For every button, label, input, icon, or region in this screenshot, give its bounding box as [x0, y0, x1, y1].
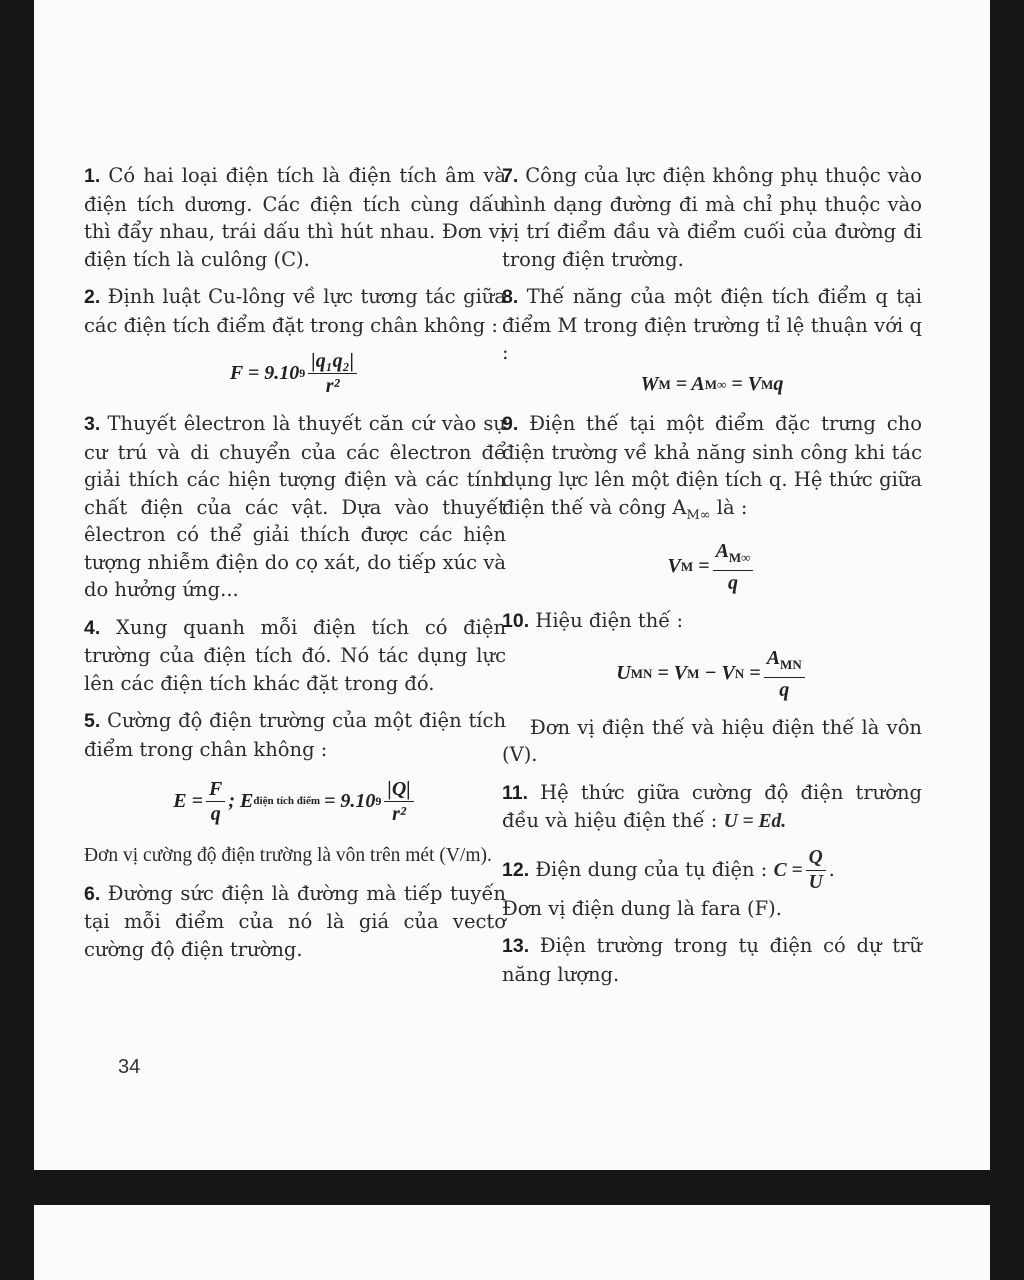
item-10-unit: Đơn vị điện thế và hiệu điện thế là vôn (V). [502, 715, 922, 766]
field-strength-formula: E = $\frac{F}{q}$ ; E điện tích điểm = 9.10 9 $\frac{|Q|}{\text{r²}}$ [84, 777, 506, 826]
item-7: 7. Công của lực điện không phụ thuộc vào hình dạng đường đi mà chỉ phụ thuộc vào vị trí điểm đầu và điểm cuối của đường đi trong điện trường. [502, 164, 922, 271]
right-column [502, 162, 922, 998]
item-2: 2. Định luật Cu-lông về lực tương tác giữa các điện tích điểm đặt trong chân không : [84, 285, 506, 337]
item-1: 1. Có hai loại điện tích là điện tích âm và điện tích dương. Các điện tích cùng dấu thì đẩy nhau, trái dấu thì hút nhau. Đơn vị điện tích là culông (C). [84, 164, 506, 271]
item-9: 9. Điện thế tại một điểm đặc trưng cho điện trường về khả năng sinh công khi tác dụng lực lên một điện tích q. Hệ thức giữa điện thế và công $A_{M\infty}$ là : [502, 412, 922, 523]
item-10: 10. Hiệu điện thế : [502, 609, 684, 632]
potential-formula: V M = $\frac{A_{M\infty}}{q}$ [502, 539, 922, 595]
item-6: 6. Đường sức điện là đường mà tiếp tuyến tại mỗi điểm của nó là giá của vectơ cường độ điện trường. [84, 881, 506, 961]
page-number: 34 [118, 1056, 141, 1078]
item-5: 5. Cường độ điện trường của một điện tích điểm trong chân không : [84, 709, 507, 761]
item-5-unit: Đơn vị cường độ điện trường là vôn trên mét (V/m). [84, 845, 492, 866]
next-page-edge [34, 1205, 990, 1280]
item-8: 8. Thế năng của một điện tích điểm q tại điểm M trong điện trường tỉ lệ thuận với q : [502, 285, 922, 364]
voltage-formula: U MN = V M − V N = $\frac{A_{MN}}{q}$ [502, 646, 922, 702]
item-12: 12. Điện dung của tụ điện : C = $\frac{Q}{U}$ . Đơn vị điện dung là fara (F). [502, 846, 835, 920]
item-11: 11. Hệ thức giữa cường độ điện trường đều và hiệu điện thế : U = Ed. [502, 780, 922, 832]
coulomb-formula: F = 9.10 9 $\frac{\text{|q₁q₂|}}{\text{r²}}$ [84, 349, 506, 398]
left-column [84, 162, 506, 973]
item-3: 3. Thuyết êlectron là thuyết căn cứ vào sự cư trú và di chuyển của các êlectron để giải thích các hiện tượng điện và các tính chất điện của các vật. Dựa vào thuyết êlectron có thể giải thích được các hiện tượng nhiễm điện do cọ xát, do tiếp xúc và do hưởng ứng... [84, 412, 506, 601]
item-13: 13. Điện trường trong tụ điện có dự trữ năng lượng. [502, 934, 922, 986]
potential-energy-formula: W M = A M∞ = V M q [640, 372, 784, 395]
item-4: 4. Xung quanh mỗi điện tích có điện trường của điện tích đó. Nó tác dụng lực lên các điện tích khác đặt trong đó. [84, 615, 507, 695]
